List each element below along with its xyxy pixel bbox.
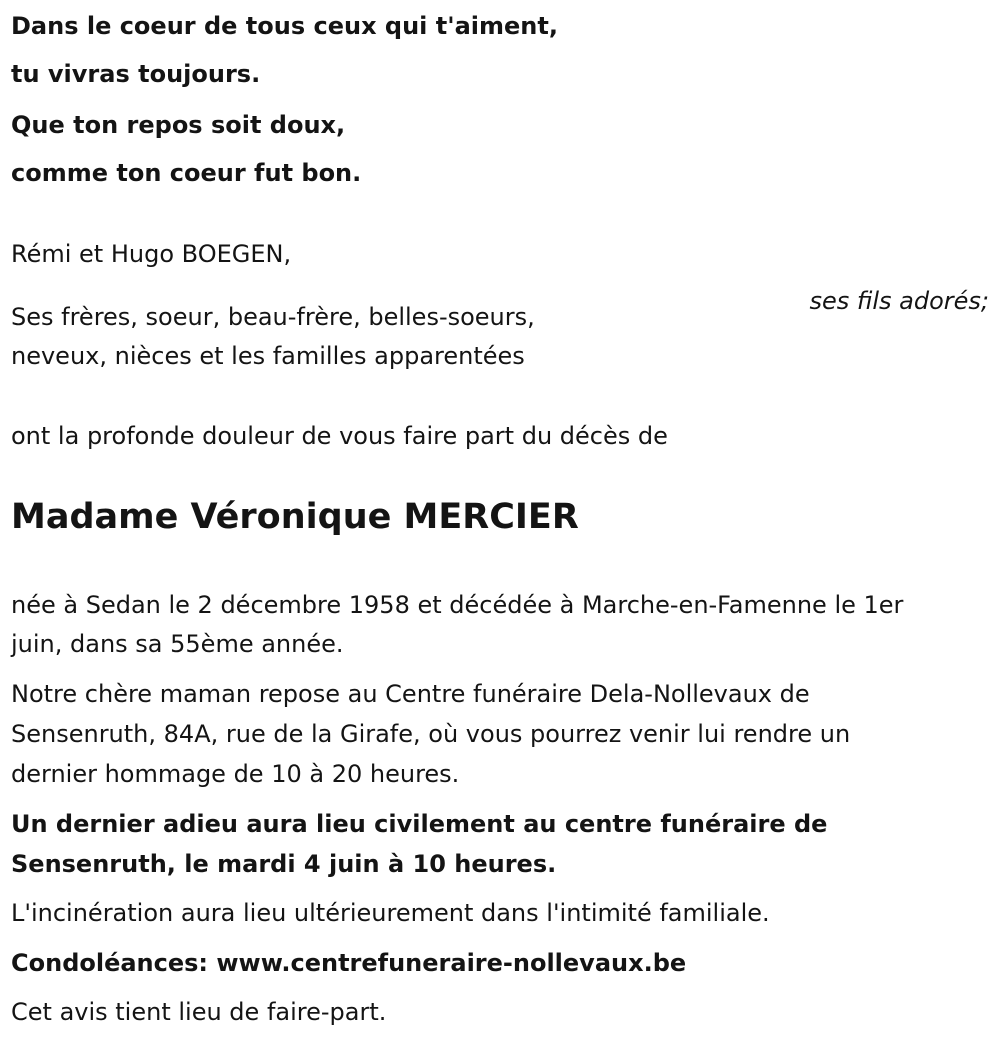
- relatives-line-2: neveux, nièces et les familles apparentées: [11, 342, 525, 370]
- rest-line-2: Sensenruth, 84A, rue de la Girafe, où vous pourrez venir lui rendre un: [11, 720, 851, 748]
- rest-line-3: dernier hommage de 10 à 20 heures.: [11, 760, 460, 788]
- sons-role: ses fils adorés;: [809, 287, 989, 315]
- birth-death-line-2: juin, dans sa 55ème année.: [11, 630, 344, 658]
- condolences-text: Condoléances: www.centrefuneraire-nollevaux.be: [11, 949, 687, 977]
- announcement-text: ont la profonde douleur de vous faire part du décès de: [11, 422, 668, 450]
- deceased-name: Madame Véronique MERCIER: [11, 497, 579, 537]
- poem-line-4: comme ton coeur fut bon.: [11, 159, 362, 187]
- birth-death-line-1: née à Sedan le 2 décembre 1958 et décédée à Marche-en-Famenne le 1er: [11, 591, 904, 619]
- farewell-line-1: Un dernier adieu aura lieu civilement au centre funéraire de: [11, 810, 828, 838]
- poem-line-3: Que ton repos soit doux,: [11, 111, 346, 139]
- relatives-line-1: Ses frères, soeur, beau-frère, belles-soeurs,: [11, 303, 535, 331]
- poem-line-2: tu vivras toujours.: [11, 60, 261, 88]
- rest-line-1: Notre chère maman repose au Centre funéraire Dela-Nollevaux de: [11, 680, 810, 708]
- farewell-line-2: Sensenruth, le mardi 4 juin à 10 heures.: [11, 850, 557, 878]
- notice-text: Cet avis tient lieu de faire-part.: [11, 998, 387, 1026]
- cremation-text: L'incinération aura lieu ultérieurement dans l'intimité familiale.: [11, 899, 770, 927]
- poem-line-1: Dans le coeur de tous ceux qui t'aiment,: [11, 12, 558, 40]
- sons-names: Rémi et Hugo BOEGEN,: [11, 240, 292, 268]
